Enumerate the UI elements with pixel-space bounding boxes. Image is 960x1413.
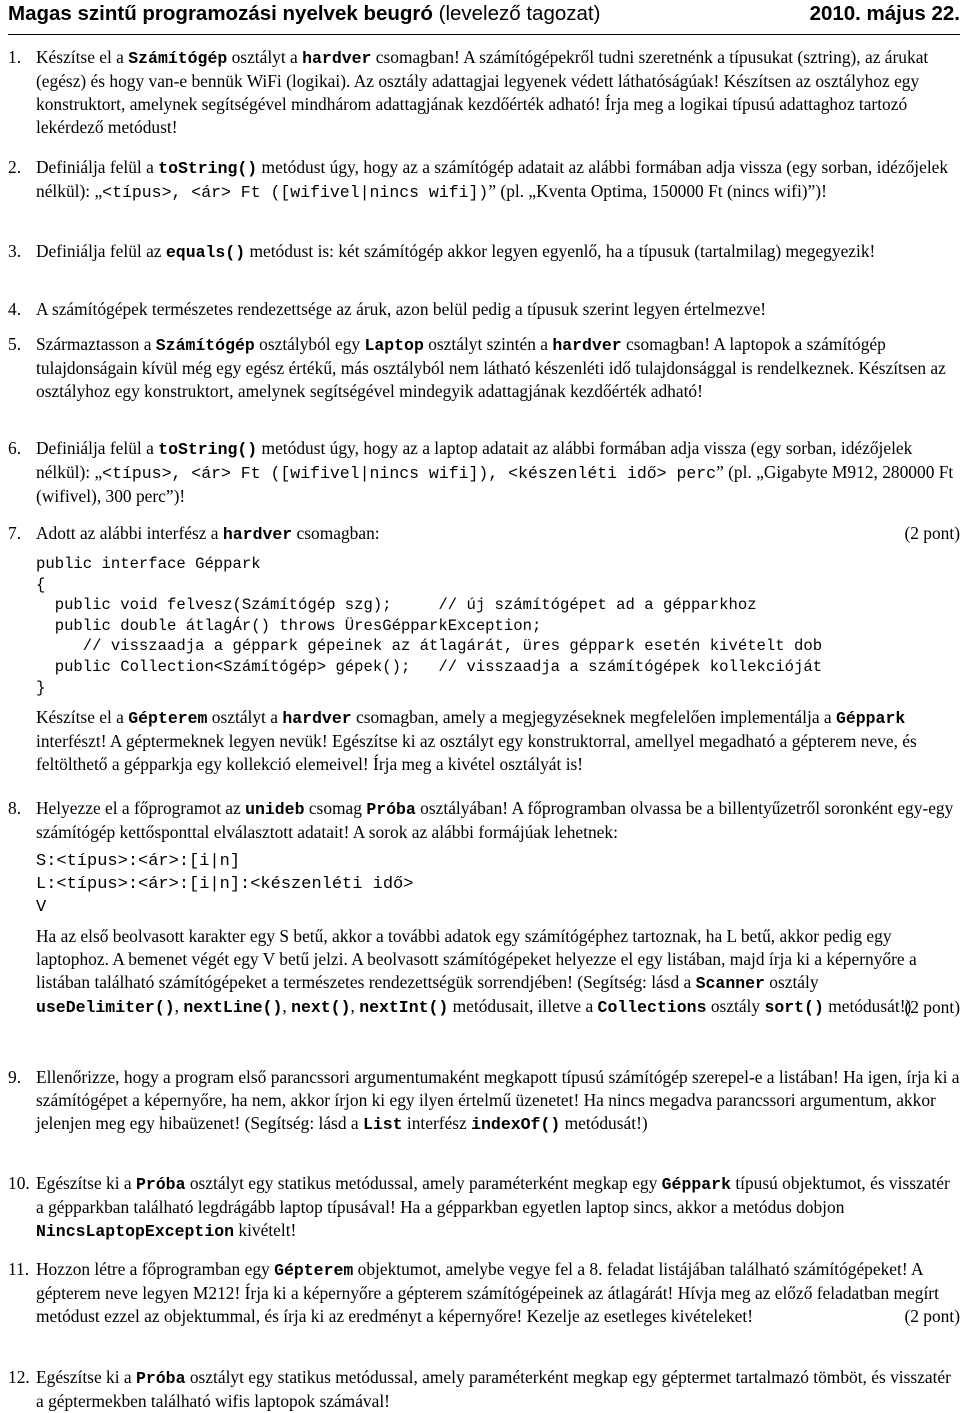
code-term: Scanner <box>695 974 765 993</box>
task-number: 5. <box>8 334 22 354</box>
task-number: 4. <box>8 299 22 319</box>
text-run: Definiálja felül a <box>36 157 159 177</box>
task-body <box>36 46 960 139</box>
task-body <box>36 797 960 1019</box>
code-term: nextLine() <box>183 998 283 1017</box>
task-text <box>36 240 960 264</box>
task-text <box>36 333 960 403</box>
task-item <box>8 240 960 264</box>
task-number: 12. <box>8 1367 30 1387</box>
text-run: ” (pl. „Gigabyte M912, 280000 Ft (wifivel), 300 perc”)! <box>36 462 954 506</box>
points-label: (2 pont) <box>904 1306 960 1326</box>
text-run: metódusát!) <box>560 1113 648 1133</box>
task-number: 7. <box>8 523 22 543</box>
code-term: List <box>362 1115 403 1134</box>
text-run: , <box>282 996 292 1016</box>
text-run: Készítse el a <box>36 707 129 728</box>
text-run: Hozzon létre a főprogramban egy <box>36 1259 275 1279</box>
task-body <box>36 1258 960 1328</box>
task-item <box>8 46 960 139</box>
code-term: hardver <box>302 49 372 68</box>
code-line: public double átlagÁr() throws ÜresGépparkException; <box>36 616 542 635</box>
task-item <box>8 333 960 403</box>
code-term: nextInt() <box>359 998 449 1017</box>
text-run: csomagban, amely a megjegyzéseknek megfelelően implementálja a <box>351 707 836 728</box>
code-term: Collections <box>597 998 707 1017</box>
task-body <box>36 437 960 508</box>
task-text <box>36 298 960 321</box>
task-text-after <box>36 706 960 776</box>
text-run: Származtasson a <box>36 334 156 354</box>
task-text <box>36 1066 960 1136</box>
task-text <box>36 156 960 204</box>
exam-date: 2010. május 22. <box>809 2 960 25</box>
text-run: csomagban! A laptopok a számítógép tulajdonságain kívül még egy egész értékű, más osztályból nem látható készenléti idő tulajdonsággal is rendelkeznek. Készítsen az osztályhoz egy konstruktort, amelynek segítségével mindegyik adattagjának kezdőérték adható! <box>36 334 946 401</box>
exam-title <box>8 1 600 27</box>
title-subtitle: (levelező tagozat) <box>438 2 601 25</box>
text-run: Definiálja felül az <box>36 241 166 261</box>
text-run: Egészítse ki a <box>36 1367 136 1387</box>
code-term: Géppark <box>835 709 906 729</box>
text-run: osztály <box>706 996 765 1016</box>
text-run: osztályt a <box>227 47 303 67</box>
code-block <box>36 850 960 919</box>
code-term: hardver <box>222 525 293 544</box>
code-line: } <box>36 678 46 697</box>
task-body <box>36 522 960 776</box>
task-item <box>8 1066 960 1136</box>
code-term: equals() <box>165 243 246 262</box>
code-term: Gépterem <box>128 709 208 729</box>
code-line: public void felvesz(Számítógép szg); // új számítógépet ad a gépparkhoz <box>36 596 757 615</box>
text-run: osztály <box>764 972 819 992</box>
text-run: metódust úgy, hogy az a számítógép adatait az alábbi formában adja vissza (egy sorban, idézőjelek nélkül): „ <box>36 157 949 201</box>
code-term: useDelimiter() <box>36 998 175 1017</box>
text-run: Ellenőrizze, hogy a program első parancssori argumentumaként megkapott típusú számítógép szerepel-e a listában! Ha igen, írja ki a számítógépet a képernyőre, ha nem, akkor írjon ki egy ilyen értelmű üzenetet! Ha nincs megadva parancssori argumentum, akkor jelenjen meg egy hibaüzenet! (Segítség: lásd a <box>36 1067 960 1133</box>
task-body <box>36 240 960 264</box>
text-run: csomagban: <box>292 523 380 543</box>
text-run: metódust is: két számítógép akkor legyen egyenlő, ha a típusuk (tartalmilag) megegyezik! <box>245 241 876 261</box>
task-body <box>36 1172 960 1243</box>
task-text <box>36 1366 960 1413</box>
text-run: interfészt! A géptermeknek legyen nevük! Egészítse ki az osztályt egy konstruktorral, amellyel megadható a gépterem neve, és feltölthető a gépparkja egy kollekció elemeivel! Írja meg a kivétel osztályát is! <box>36 731 917 775</box>
text-run: metódusait, illetve a <box>448 996 598 1016</box>
task-item <box>8 437 960 508</box>
task-item <box>8 1258 960 1328</box>
text-run: Definiálja felül a <box>36 438 159 458</box>
text-run: metódust úgy, hogy az a laptop adatait az alábbi formában adja vissza (egy sorban, idézőjelek nélkül): „ <box>36 438 913 482</box>
code-term: sort() <box>764 998 824 1017</box>
code-term: next() <box>291 998 351 1017</box>
code-term: Számítógép <box>155 336 255 355</box>
code-block <box>36 554 960 698</box>
task-item <box>8 156 960 204</box>
text-run: osztályában! A főprogramban olvassa be a billentyűzetről soronként egy-egy számítógép kettősponttal elválasztott adatait! A sorok az alábbi formájúak lehetnek: <box>36 798 954 842</box>
text-run: osztályt szintén a <box>423 334 553 354</box>
task-item <box>8 1366 960 1413</box>
text-run: Egészítse ki a <box>36 1173 136 1193</box>
text-run: csomagban! A számítógépekről tudni szeretnénk a típusukat (sztring), az árukat (egész) és hogy van-e bennük WiFi (logikai). Az osztály adattagjai legyenek védett láthatóságúak! Készítsen az osztályhoz egy konstruktort, amelynek segítségével mindhárom adattagjának kezdőérték adható! Írja meg a logikai típusú adattaghoz tartozó lekérdező metódust! <box>36 47 929 137</box>
text-run: , <box>174 996 184 1016</box>
text-run: osztályt a <box>207 707 283 728</box>
text-run: , <box>350 996 360 1016</box>
code-term: unideb <box>245 800 305 819</box>
code-term: Laptop <box>364 336 424 355</box>
code-term: Próba <box>135 1175 186 1194</box>
task-number: 10. <box>8 1173 30 1193</box>
task-text-after <box>36 925 960 1019</box>
task-number: 6. <box>8 438 22 458</box>
task-body <box>36 333 960 403</box>
code-term: Számítógép <box>128 49 228 68</box>
text-run: kivételt! <box>234 1220 297 1240</box>
task-body <box>36 1066 960 1136</box>
code-term: indexOf() <box>471 1115 561 1134</box>
points-label: (2 pont) <box>904 997 960 1017</box>
task-item <box>8 1172 960 1243</box>
code-line: V <box>36 898 47 917</box>
task-text <box>36 522 960 546</box>
code-term: toString() <box>158 440 258 459</box>
task-item <box>8 797 960 1019</box>
text-run: osztályt egy statikus metódussal, amely paraméterként megkap egy géptermet tartalmazó tömböt, és visszatér a géptermekben található wifis laptopok számával! <box>36 1367 951 1411</box>
code-term: toString() <box>158 159 258 178</box>
page-header <box>8 0 960 35</box>
task-number: 11. <box>8 1259 30 1279</box>
task-text <box>36 1258 960 1328</box>
points-label: (2 pont) <box>904 523 960 543</box>
text-run: osztályt egy statikus metódussal, amely paraméterként megkap egy <box>185 1173 662 1193</box>
task-text <box>36 437 960 508</box>
text-run: Helyezze el a főprogramot az <box>36 798 246 818</box>
code-line: S:<típus>:<ár>:[i|n] <box>36 852 241 871</box>
code-term: Géppark <box>661 1175 731 1194</box>
text-run: A számítógépek természetes rendezettsége az áruk, azon belül pedig a típusuk szerint legyen értelmezve! <box>36 299 767 319</box>
code-term: hardver <box>552 336 622 355</box>
title-text: Magas szintű programozási nyelvek beugró <box>8 2 433 25</box>
text-run: ” (pl. „Kventa Optima, 150000 Ft (nincs wifi)”)! <box>488 181 827 201</box>
task-number: 8. <box>8 798 22 818</box>
code-term: Gépterem <box>274 1261 354 1280</box>
task-item <box>8 522 960 776</box>
task-text <box>36 797 960 844</box>
code-term: <típus>, <ár> Ft ([wifivel|nincs wifi]), <készenléti idő> perc <box>102 464 717 483</box>
task-body <box>36 156 960 204</box>
code-line: public Collection<Számítógép> gépek(); // visszaadja a számítógépek kollekcióját <box>36 657 823 676</box>
task-item <box>8 298 960 321</box>
code-term: NincsLaptopException <box>36 1222 235 1241</box>
text-run: Ha az első beolvasott karakter egy S betű, akkor a további adatok egy számítógéphez tartoznak, ha L betű, akkor pedig egy laptophoz. A bemenet végét egy V betű jelzi. A beolvasott számítógépeket helyezze el egy listában, majd írja ki a képernyőre a listában található számítógépeket a természetes rendezettségük sorrendjében! (Segítség: lásd a <box>36 926 917 992</box>
task-number: 3. <box>8 241 22 261</box>
code-term: <típus>, <ár> Ft ([wifivel|nincs wifi]) <box>102 183 489 202</box>
code-term: Próba <box>366 800 416 819</box>
text-run: Készítse el a <box>36 47 129 67</box>
task-text <box>36 46 960 139</box>
text-run: objektumot, amelybe vegye fel a 8. feladat listájában található számítógépeket! A gépterem neve legyen M212! Írja ki a képernyőre a gépterem számítógépeinek az átlagárát! Hívja meg az előző feladatban megírt metódust ezzel az objektummal, és írja ki az eredményt a képernyőre! Kezelje az esetleges kivételeket! <box>36 1259 939 1326</box>
code-line: // visszaadja a géppark gépeinek az átlagárát, üres géppark esetén kivételt dob <box>36 637 823 656</box>
task-number: 2. <box>8 157 22 177</box>
text-run: típusú objektumot, és visszatér a gépparkban található legdrágább laptop típusával! Ha a gépparkban egyetlen laptop sincs, akkor a metódus dobjon <box>36 1173 950 1217</box>
code-term: hardver <box>282 709 352 729</box>
task-number: 1. <box>8 47 22 67</box>
task-text <box>36 1172 960 1243</box>
task-body <box>36 298 960 321</box>
code-line: public interface Géppark <box>36 555 261 573</box>
task-body <box>36 1366 960 1413</box>
text-run: Adott az alábbi interfész a <box>36 523 223 543</box>
text-run: osztályból egy <box>254 334 365 354</box>
task-number: 9. <box>8 1067 22 1087</box>
text-run: metódusát!) <box>823 996 912 1016</box>
code-line: { <box>36 575 46 594</box>
code-line: L:<típus>:<ár>:[i|n]:<készenléti idő> <box>36 875 414 894</box>
text-run: csomag <box>304 798 367 818</box>
text-run: interfész <box>402 1113 472 1133</box>
code-term: Próba <box>135 1369 186 1388</box>
